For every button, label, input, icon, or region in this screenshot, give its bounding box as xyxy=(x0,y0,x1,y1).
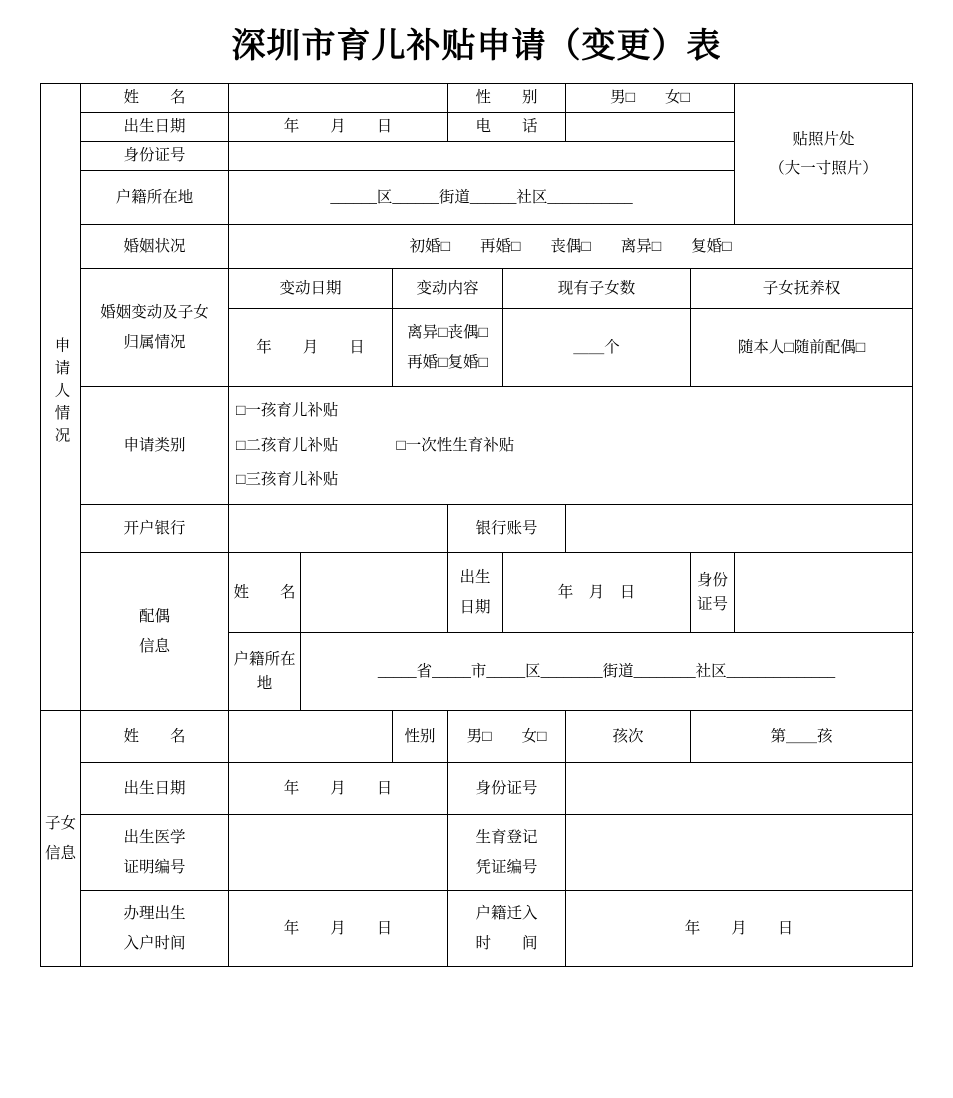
spouse-id-value[interactable] xyxy=(735,553,913,633)
application-category-options[interactable] xyxy=(228,387,912,505)
marriage-option-first[interactable]: 初婚□ xyxy=(409,237,450,255)
applicant-gender-label: 性 别 xyxy=(448,84,566,113)
child-order-value[interactable]: 第＿＿孩 xyxy=(691,711,913,763)
child-move-in-label-line2: 时 间 xyxy=(475,934,538,952)
child-hukou-time-label xyxy=(80,891,228,967)
table-row-marriage-status xyxy=(40,225,912,269)
change-header-content: 变动内容 xyxy=(392,269,502,309)
child-name-value[interactable] xyxy=(228,711,392,763)
table-row-bank xyxy=(40,505,912,553)
bank-name-value[interactable] xyxy=(228,505,447,553)
table-row-application-category xyxy=(40,387,912,505)
child-birth-cert-label-line1: 出生医学 xyxy=(123,829,186,847)
photo-paste-area[interactable] xyxy=(735,84,913,225)
child-birth-cert-value[interactable] xyxy=(228,815,447,891)
spouse-birth-label-line1: 出生 xyxy=(459,569,491,587)
category-option-second-child-row xyxy=(232,429,909,463)
child-birth-cert-label xyxy=(80,815,228,891)
section-label-child-line2: 信息 xyxy=(44,844,76,862)
section-label-applicant-text: 申请人情况 xyxy=(52,336,70,450)
child-move-in-label xyxy=(448,891,566,967)
marriage-option-widowed[interactable]: 丧偶□ xyxy=(550,237,591,255)
table-row-child-birth-certificate xyxy=(40,815,912,891)
table-row-child-name xyxy=(40,711,912,763)
child-hukou-time-label-line1: 办理出生 xyxy=(123,905,186,923)
change-content-options[interactable] xyxy=(392,309,502,387)
marriage-change-label-line2: 归属情况 xyxy=(123,333,186,351)
applicant-phone-label: 电 话 xyxy=(448,113,566,142)
application-category-label: 申请类别 xyxy=(80,387,228,505)
category-option-one-time-birth[interactable]: □一次性生育补贴 xyxy=(396,436,515,454)
bank-account-value[interactable] xyxy=(566,505,913,553)
child-birth-reg-label-line1: 生育登记 xyxy=(475,829,538,847)
child-birth-reg-label xyxy=(448,815,566,891)
custody-value[interactable]: 随本人□随前配偶□ xyxy=(691,309,913,387)
child-gender-option-female[interactable]: 女□ xyxy=(521,727,547,745)
child-gender-option-male[interactable]: 男□ xyxy=(466,727,492,745)
child-name-label: 姓 名 xyxy=(80,711,228,763)
application-form-table xyxy=(40,83,913,967)
child-hukou-time-value[interactable]: 年 月 日 xyxy=(228,891,447,967)
spouse-id-label: 身份证号 xyxy=(691,553,735,633)
photo-label-line1: 贴照片处 xyxy=(792,130,855,148)
table-row-change-headers xyxy=(40,269,912,309)
child-birth-label: 出生日期 xyxy=(80,763,228,815)
spouse-birth-label-line2: 日期 xyxy=(459,598,491,616)
child-birth-cert-label-line2: 证明编号 xyxy=(123,858,186,876)
section-label-spouse-line2: 信息 xyxy=(138,637,170,655)
marriage-status-label: 婚姻状况 xyxy=(80,225,228,269)
spouse-name-value[interactable] xyxy=(300,553,447,633)
spouse-household-label: 户籍所在地 xyxy=(228,633,300,711)
spouse-birth-label xyxy=(448,553,503,633)
children-count-value[interactable]: ＿＿个 xyxy=(503,309,691,387)
table-row-child-birth xyxy=(40,763,912,815)
bank-account-label: 银行账号 xyxy=(448,505,566,553)
marriage-change-label-line1: 婚姻变动及子女 xyxy=(100,304,209,322)
category-option-first-child[interactable]: □一孩育儿补贴 xyxy=(235,402,339,420)
section-label-applicant xyxy=(40,84,80,711)
category-option-second-child[interactable]: □二孩育儿补贴 xyxy=(235,436,339,454)
marriage-option-divorced[interactable]: 离异□ xyxy=(620,237,662,255)
table-row-applicant-name xyxy=(40,84,912,113)
applicant-id-label: 身份证号 xyxy=(80,142,228,171)
change-content-line1[interactable]: 离异□丧偶□ xyxy=(407,324,488,342)
child-gender-options[interactable] xyxy=(448,711,566,763)
child-id-value[interactable] xyxy=(566,763,913,815)
change-header-date: 变动日期 xyxy=(228,269,392,309)
child-id-label: 身份证号 xyxy=(448,763,566,815)
applicant-name-label: 姓 名 xyxy=(80,84,228,113)
child-birth-value[interactable]: 年 月 日 xyxy=(228,763,447,815)
applicant-id-value[interactable] xyxy=(228,142,734,171)
section-label-child-line1: 子女 xyxy=(44,815,76,833)
photo-label-line2: （大一寸照片） xyxy=(769,160,878,178)
marriage-option-restored[interactable]: 复婚□ xyxy=(691,237,732,255)
spouse-name-label: 姓 名 xyxy=(228,553,300,633)
marriage-change-label xyxy=(80,269,228,387)
applicant-household-label: 户籍所在地 xyxy=(80,171,228,225)
applicant-household-value[interactable]: ______区______街道______社区___________ xyxy=(228,171,734,225)
applicant-phone-value[interactable] xyxy=(566,113,735,142)
child-birth-reg-value[interactable] xyxy=(566,815,913,891)
child-move-in-label-line1: 户籍迁入 xyxy=(475,905,538,923)
spouse-household-value[interactable]: _____省_____市_____区________街道________社区______________ xyxy=(300,633,912,711)
marriage-status-options[interactable] xyxy=(228,225,912,269)
child-move-in-value[interactable]: 年 月 日 xyxy=(566,891,913,967)
gender-option-male[interactable]: 男□ xyxy=(610,89,636,106)
child-hukou-time-label-line2: 入户时间 xyxy=(123,934,186,952)
child-order-label: 孩次 xyxy=(566,711,691,763)
section-label-child xyxy=(40,711,80,967)
spouse-birth-value[interactable]: 年 月 日 xyxy=(503,553,691,633)
change-content-line2[interactable]: 再婚□复婚□ xyxy=(407,353,488,371)
applicant-name-value[interactable] xyxy=(228,84,447,113)
section-label-spouse-line1: 配偶 xyxy=(138,608,170,626)
applicant-birth-label: 出生日期 xyxy=(80,113,228,142)
gender-option-female[interactable]: 女□ xyxy=(665,89,690,106)
applicant-gender-options[interactable] xyxy=(566,84,735,113)
change-date-value[interactable]: 年 月 日 xyxy=(228,309,392,387)
change-header-children-count: 现有子女数 xyxy=(503,269,691,309)
marriage-option-remarried[interactable]: 再婚□ xyxy=(479,237,521,255)
child-gender-label: 性别 xyxy=(392,711,447,763)
applicant-birth-value[interactable]: 年 月 日 xyxy=(228,113,447,142)
page-title: 深圳市育儿补贴申请（变更）表 xyxy=(231,28,722,65)
bank-name-label: 开户银行 xyxy=(80,505,228,553)
table-row-spouse-name xyxy=(40,553,912,633)
table-row-child-hukou-time xyxy=(40,891,912,967)
category-option-third-child[interactable]: □三孩育儿补贴 xyxy=(235,470,339,488)
change-header-custody: 子女抚养权 xyxy=(691,269,913,309)
child-birth-reg-label-line2: 凭证编号 xyxy=(475,858,538,876)
section-label-spouse xyxy=(80,553,228,711)
